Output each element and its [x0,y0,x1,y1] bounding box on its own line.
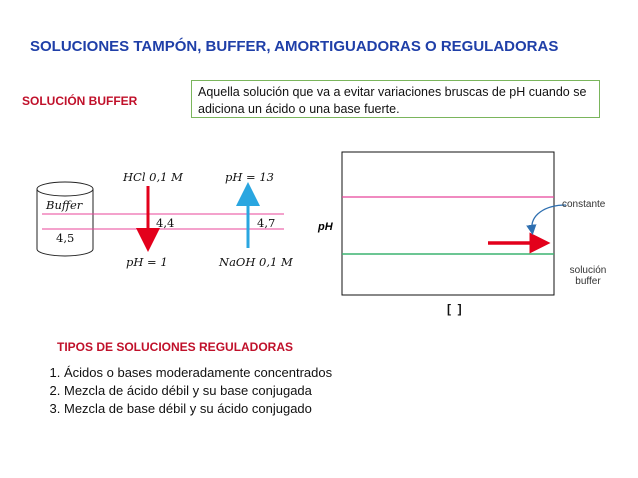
hcl-label: HCl 0,1 M [123,170,183,184]
list-item: 1. Ácidos o bases moderadamente concentrados [64,364,332,382]
naoh-label: NaOH 0,1 M [219,255,293,269]
ph-base-label: pH = 13 [225,170,274,184]
beaker-label: Buffer [46,198,83,212]
graph-frame [342,152,554,295]
graph-x-label: [ ] [447,302,462,316]
list-item: 2. Mezcla de ácido débil y su base conjugada [64,382,332,400]
definition-text: Aquella solución que va a evitar variaciones bruscas de pH cuando se adiciona un ácido o una base fuerte. [198,85,587,116]
types-heading: TIPOS DE SOLUCIONES REGULADORAS [57,340,294,354]
page-title: SOLUCIONES TAMPÓN, BUFFER, AMORTIGUADORAS O REGULADORAS [30,38,559,55]
graph-y-label: pH [318,221,333,233]
ph-after-acid-value: 4,4 [156,216,175,230]
annotation-constant: constante [562,199,606,210]
annotation-buffer [568,265,608,287]
annotation-buffer-line1: solución [569,265,607,276]
types-list [38,364,332,418]
constant-pointer-arrow [532,205,566,230]
ph-after-base-value: 4,7 [257,216,276,230]
beaker-ph-value: 4,5 [56,231,75,245]
list-item: 3. Mezcla de base débil y su ácido conjugado [64,400,332,418]
ph-acid-label: pH = 1 [126,255,168,269]
annotation-buffer-line2: buffer [575,276,601,287]
section-subtitle: SOLUCIÓN BUFFER [22,94,138,108]
